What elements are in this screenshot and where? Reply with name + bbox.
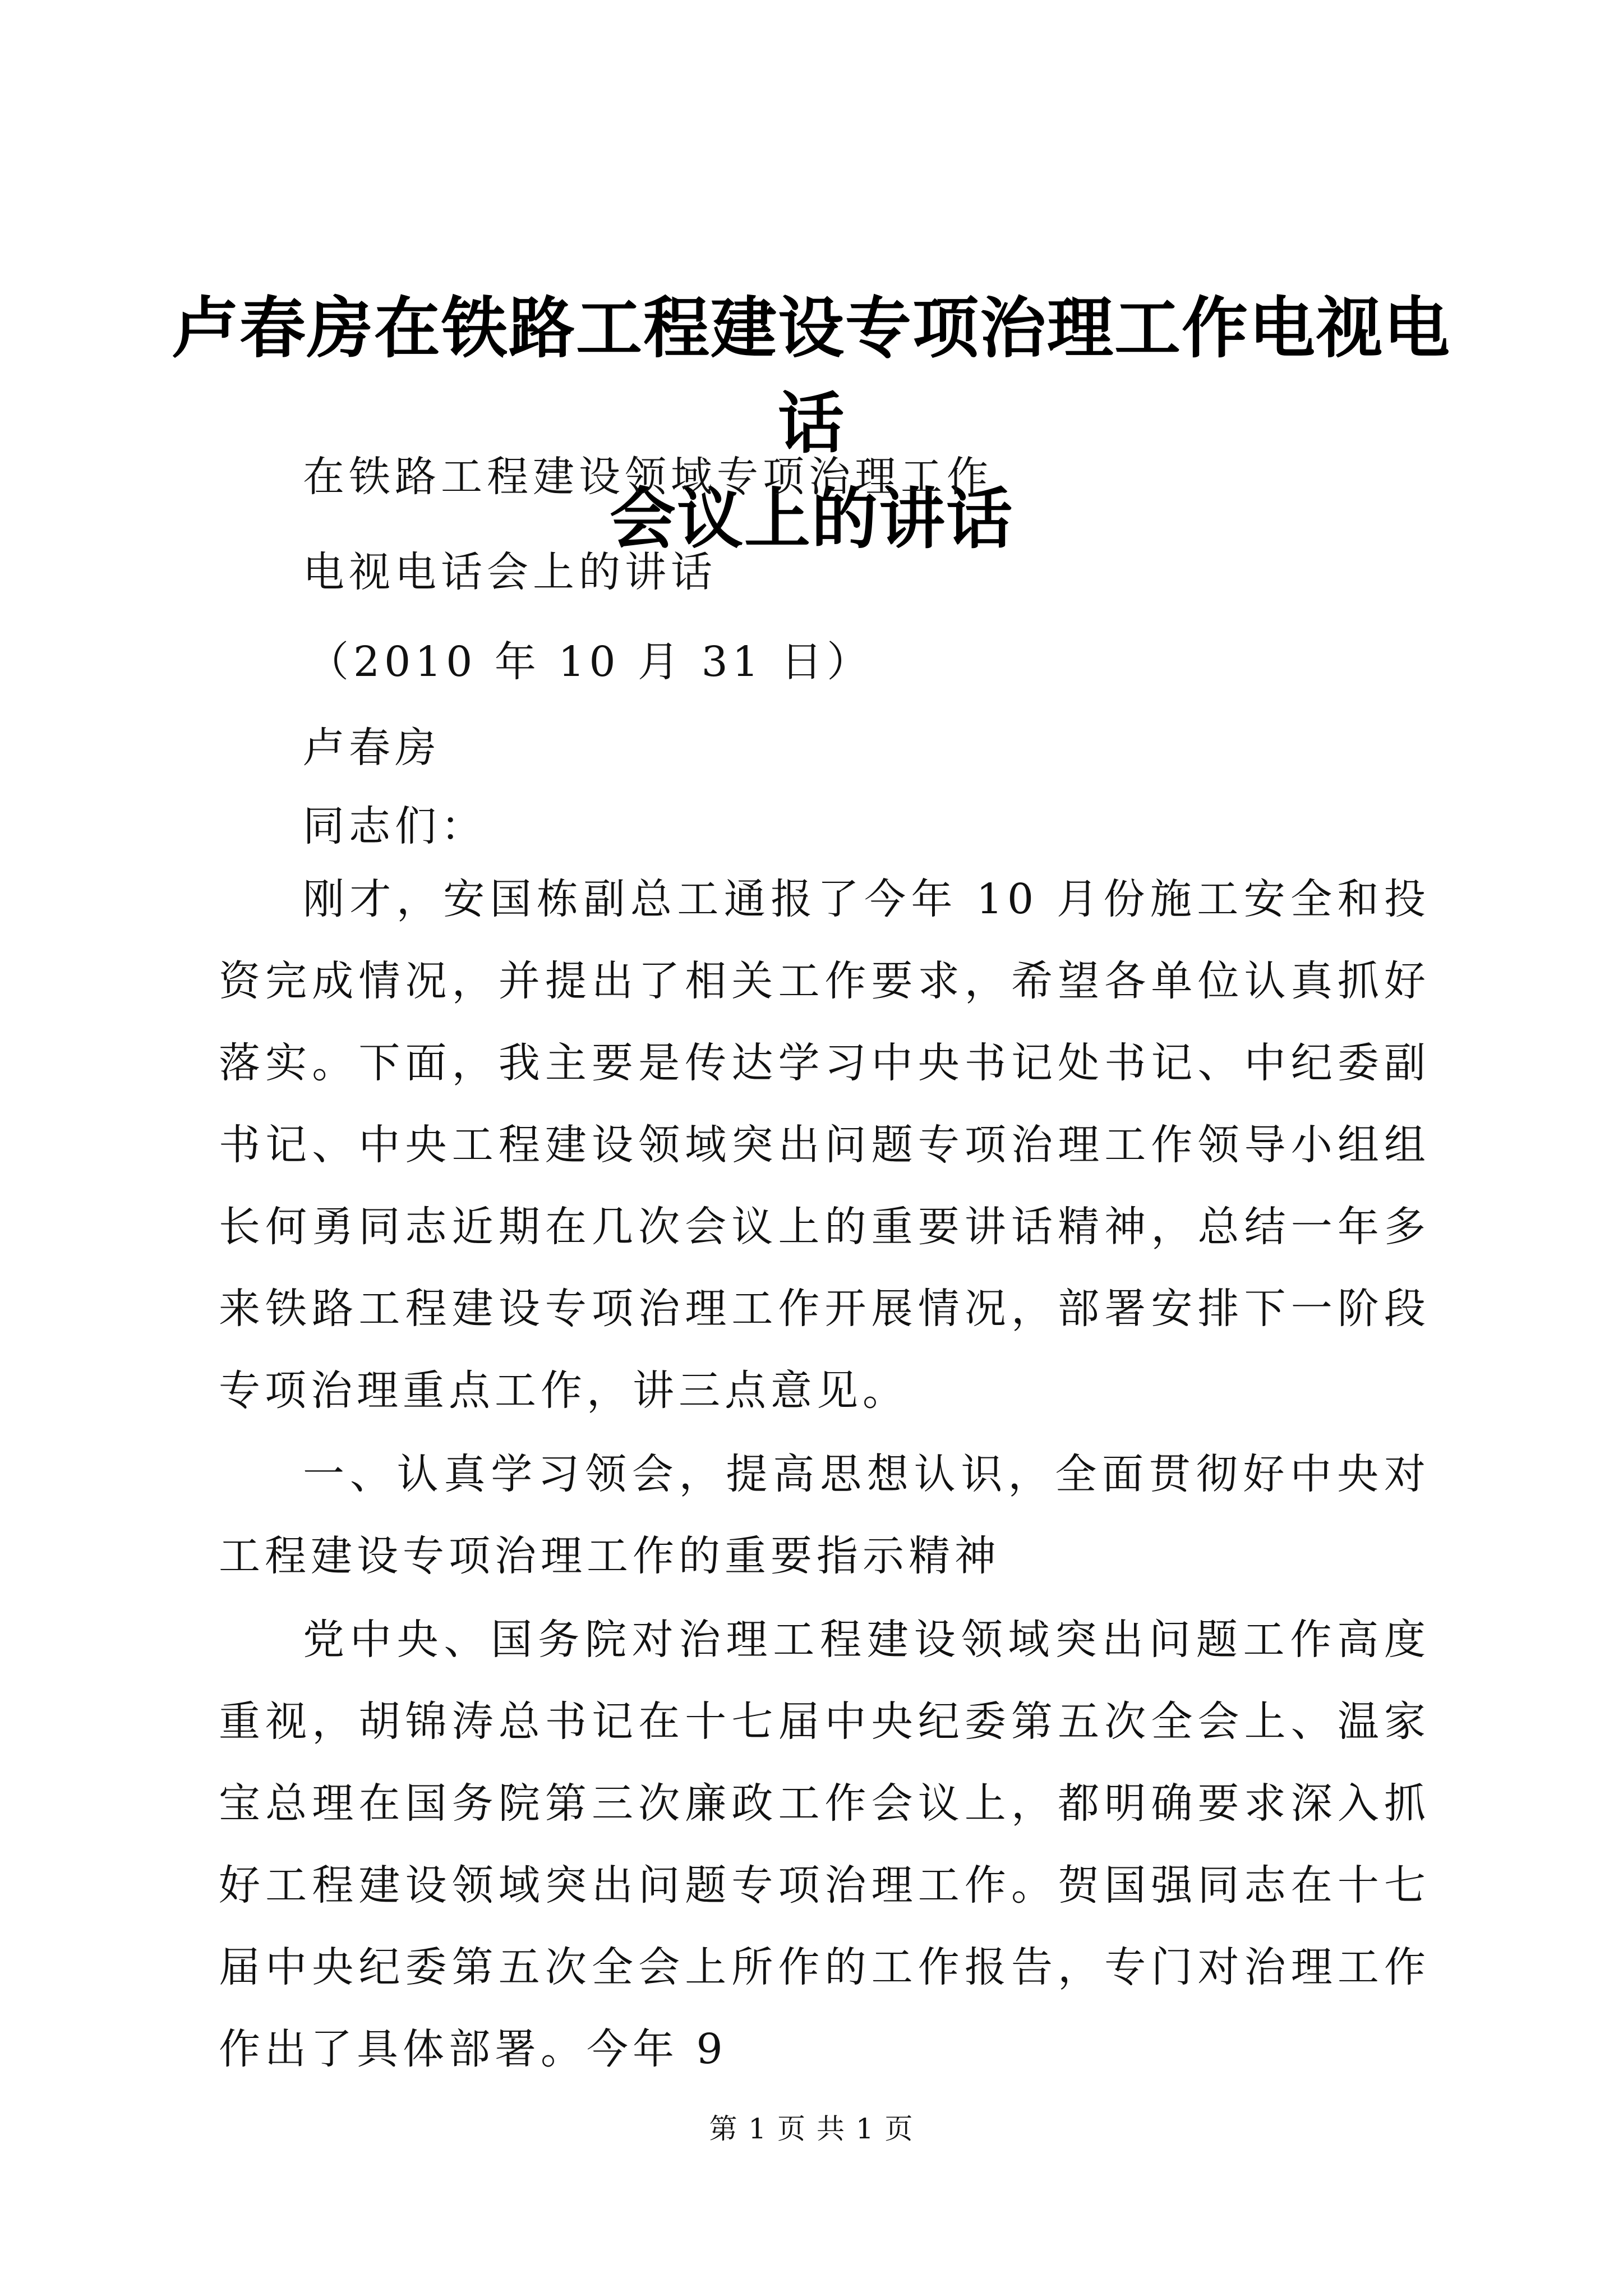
salutation: 同志们： [303,802,487,850]
title-line-1: 卢春房在铁路工程建设专项治理工作电视电话 [172,289,1451,462]
subtitle-line-1: 在铁路工程建设领域专项治理工作 [303,453,993,501]
speaker-name: 卢春房 [303,724,441,772]
section-heading-one: 一、认真学习领会，提高思想认识，全面贯彻好中央对工程建设专项治理工作的重要指示精神 [219,1450,1430,1580]
title-line-2: 会议上的讲话 [609,480,1013,558]
paragraph-intro: 刚才，安国栋副总工通报了今年 10 月份施工安全和投资完成情况，并提出了相关工作要求，希望各单位认真抓好落实。下面，我主要是传达学习中央书记处书记、中纪委副书记、中央工程建设领域突出问题专项治理工作领导小组组长何勇同志近期在几次会议上的重要讲话精神，总结一年多来铁路工程建设专项治理工作开展情况，部署安排下一阶段专项治理重点工作，讲三点意见。 [219,875,1430,1415]
document-title [168,280,1455,567]
speech-date: （2010 年 10 月 31 日） [307,638,873,686]
paragraph-body: 党中央、国务院对治理工程建设领域突出问题工作高度重视，胡锦涛总书记在十七届中央纪委第五次全会上、温家宝总理在国务院第三次廉政工作会议上，都明确要求深入抓好工程建设领域突出问题专项治理工作。贺国强同志在十七届中央纪委第五次全会上所作的工作报告，专门对治理工作作出了具体部署。今年 9 [219,1616,1430,2073]
page-footer: 第 1 页 共 1 页 [709,2113,914,2145]
subtitle-line-2: 电视电话会上的讲话 [303,548,717,596]
